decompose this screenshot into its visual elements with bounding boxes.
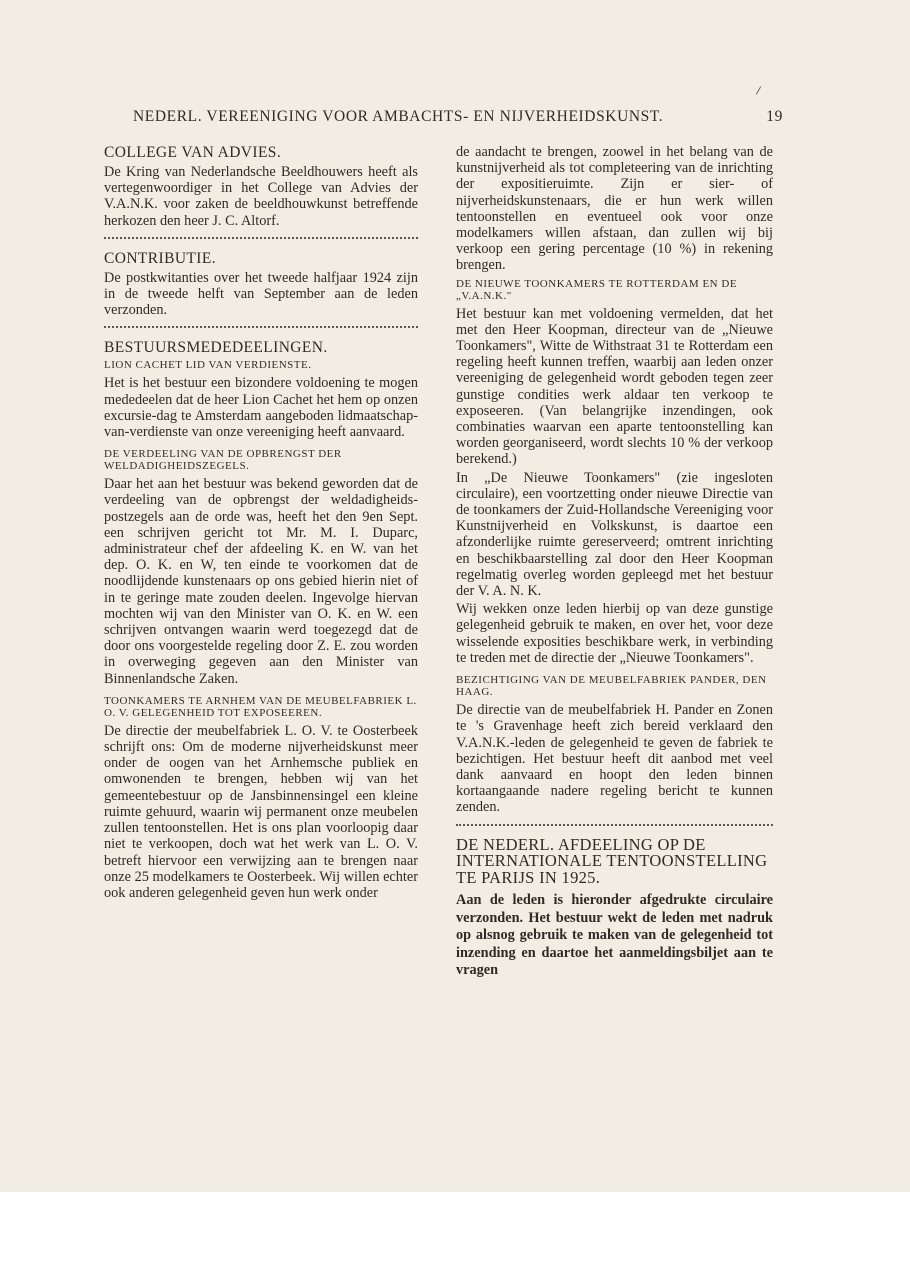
subheading-lion-cachet: LION CACHET LID VAN VERDIENSTE.	[104, 359, 312, 372]
dotted-divider	[104, 326, 418, 328]
scan-background	[0, 1192, 910, 1288]
paragraph-rotterdam-2: In „De Nieuwe Toonkamers" (zie ingesloten circulaire), een voortzetting onder nieuwe Directie van de toonkamers der Zuid-Hollandsche Vereeniging voor Kunstnijverheid en Volkskunst, is daartoe een afzonderlijke ruimte gereserveerd; omtrent inrichting en beschikbaarstelling zal door den Heer Koopman regelmatig overleg worden gepleegd met het bestuur der V. A. N. K.	[456, 469, 773, 600]
dotted-divider	[104, 237, 418, 239]
paragraph-arnhem: De directie der meubelfabriek L. O. V. te Oosterbeek schrijft ons: Om de moderne nijverheidskunst meer onder de oogen van het Arnhemsche publiek en omwonenden te brengen, hebben wij van het gemeentebestuur op de Jansbinnensingel een kleine ruimte gehuurd, waarin wij permanent onze meubelen zullen tentoonstellen. Het is ons plan voorloopig daar niet te verkoopen, doch wat het werk van L. O. V. betreft hiervoor een verwijzing aan te brengen naar onze 25 modelkamers te Oosterbeek. Wij willen echter ook anderen gelegenheid geven hun werk onder	[104, 722, 418, 901]
paragraph-rotterdam-1: Het bestuur kan met voldoening vermelden, dat het met den Heer Koopman, directeur van de „Nieuwe Toonkamers", Witte de Withstraat 31 te Rotterdam een regeling heeft kunnen treffen, waarbij aan leden onzer vereeniging de gelegenheid wordt geboden tegen zeer gunstige condities werk aldaar ten verkoop te exposeeren. (Van belangrijke inzendingen, ook combinaties waarvan een aparte tentoonstelling kan worden georganiseerd, wordt slechts 10 % der verkoop berekend.)	[456, 305, 773, 468]
paragraph-verdeeling: Daar het aan het bestuur was bekend geworden dat de verdeeling van de opbrengst der weldadigheids-postzegels aan de orde was, heeft het den 9en Sept. een schrijven gericht tot Mr. M. I. Duparc, administrateur chef der afdeeling K. en W. van het dep. O. K. en W, ten einde te voorkomen dat de noodlijdende kunstenaars op ons gebied hierin niet of in te geringe mate zouden deelen. Ingevolge hiervan mochten wij van den Minister van O. K. en W. een schrijven ontvangen waarin werd toegezegd dat de door ons voorgestelde regeling door Z. E. zou worden in overweging gegeven aan den Minister van Binnenlandsche Zaken.	[104, 476, 418, 687]
subheading-rotterdam: DE NIEUWE TOONKAMERS TE ROTTERDAM EN DE „V.A.N.K."	[456, 277, 738, 302]
subheading-verdeeling: DE VERDEELING VAN DE OPBRENGST DER WELDADIGHEIDSZEGELS.	[104, 448, 342, 473]
section-heading-contributie: CONTRIBUTIE.	[104, 249, 216, 267]
subheading-pander: BEZICHTIGING VAN DE MEUBELFABRIEK PANDER, DEN HAAG.	[456, 674, 767, 699]
section-heading-parijs: DE NEDERL. AFDEELING OP DE INTERNATIONALE TENTOONSTELLING TE PARIJS IN 1925.	[456, 834, 768, 887]
paragraph-parijs: Aan de leden is hieronder afgedrukte circulaire verzonden. Het bestuur wekt de leden met nadruk op alsnog gebruik te maken van de gelegenheid tot inzending en daartoe het aanmeldingsbiljet aan te vragen	[456, 892, 773, 979]
paragraph-pander: De directie van de meubelfabriek H. Pander en Zonen te 's Gravenhage heeft zich bereid verklaard den V.A.N.K.-leden de gelegenheid te geven de fabriek te bezichtigen. Het bestuur heeft dit aanbod met veel dank aanvaard en hoopt den leden binnen kortaangaande nadere regeling bericht te kunnen zenden.	[456, 702, 773, 816]
paragraph-lion-cachet: Het is het bestuur een bizondere voldoening te mogen mededeelen dat de heer Lion Cachet het hem op onzen excursie-dag te Amsterdam aangeboden lidmaatschap-van-verdienste van onze vereeniging heeft aanvaard.	[104, 375, 418, 441]
left-column	[104, 144, 418, 901]
paragraph-contributie: De postkwitanties over het tweede halfjaar 1924 zijn in de tweede helft van September aan de leden verzonden.	[104, 269, 418, 319]
dotted-divider	[456, 824, 773, 826]
subheading-arnhem: TOONKAMERS TE ARNHEM VAN DE MEUBELFABRIEK L. O. V. GELEGENHEID TOT EXPOSEEREN.	[104, 694, 417, 719]
running-header	[133, 108, 783, 132]
section-heading-bestuur: BESTUURSMEDEDEELINGEN.	[104, 339, 328, 357]
paragraph-advies: De Kring van Nederlandsche Beeldhouwers heeft als vertegenwoordiger in het College van Advies der V.A.N.K. voor zaken de beeldhouwkunst betreffende herkozen den heer J. C. Altorf.	[104, 164, 418, 229]
right-column	[456, 144, 773, 980]
page-number: 19	[766, 108, 783, 125]
section-heading-advies: COLLEGE VAN ADVIES.	[104, 144, 282, 161]
header-title: NEDERL. VEREENIGING VOOR AMBACHTS- EN NIJVERHEIDSKUNST.	[133, 108, 664, 125]
paragraph-continued: de aandacht te brengen, zoowel in het belang van de kunstnijverheid als tot completeering van de inrichting der expositieruimte. Zijn er sier- of nijverheidskunstenaars, die er hun werk willen tentoonstellen en eventueel ook voor onze modelkamers willen afstaan, dan zullen wij bij verkoop een gering percentage (10 %) in rekening brengen.	[456, 144, 773, 274]
paragraph-rotterdam-3: Wij wekken onze leden hierbij op van deze gunstige gelegenheid gebruik te maken, en over het, voor deze wisselende exposities beschikbare werk, in verbinding te treden met de directie der „Nieuwe Toonkamers".	[456, 601, 773, 666]
